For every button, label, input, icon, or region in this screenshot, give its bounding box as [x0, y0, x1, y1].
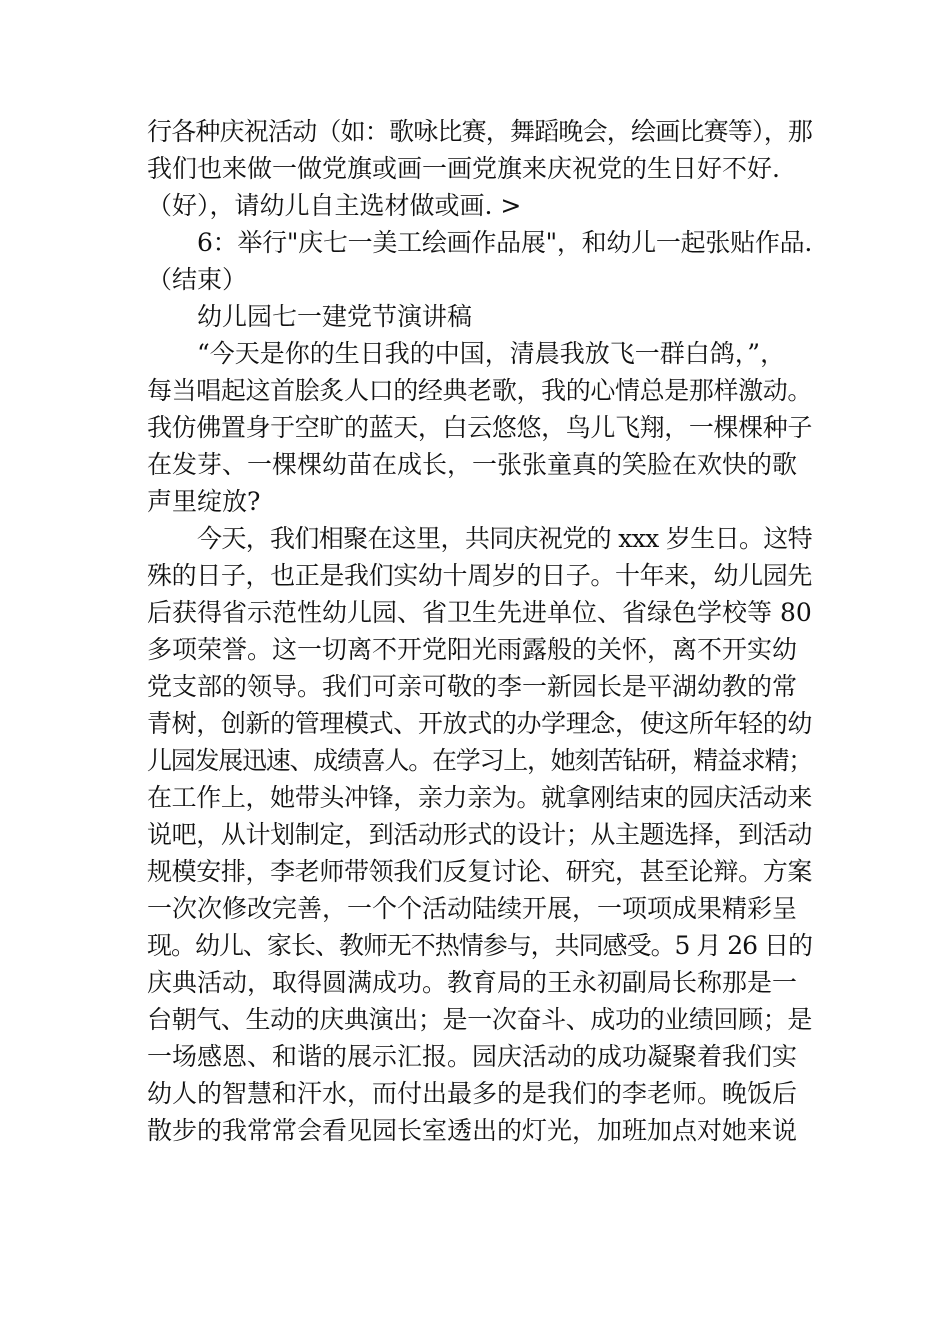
text-line: 散步的我常常会看见园长室透出的灯光，加班加点对她来说: [147, 1116, 798, 1145]
text-line: （结束）: [147, 265, 248, 294]
text-line: 后获得省示范性幼儿园、省卫生先进单位、省绿色学校等 80: [147, 598, 812, 627]
text-line: 6：举行"庆七一美工绘画作品展"，和幼儿一起张贴作品.: [197, 228, 812, 257]
text-line: 一次次修改完善，一个个活动陆续开展，一项项成果精彩呈: [147, 894, 798, 923]
text-line: 我们也来做一做党旗或画一画党旗来庆祝党的生日好不好.: [147, 154, 780, 183]
text-line: 一场感恩、和谐的展示汇报。园庆活动的成功凝聚着我们实: [147, 1042, 798, 1071]
text-line: 殊的日子，也正是我们实幼十周岁的日子。十年来，幼儿园先: [147, 561, 812, 590]
text-line: 青树，创新的管理模式、开放式的办学理念，使这所年轻的幼: [147, 709, 812, 738]
text-line: “今天是你的生日我的中国，清晨我放飞一群白鸽，”，: [197, 339, 786, 368]
text-line: 幼人的智慧和汗水，而付出最多的是我们的李老师。晚饭后: [147, 1079, 798, 1108]
text-line: 台朝气、生动的庆典演出；是一次奋斗、成功的业绩回顾；是: [147, 1005, 812, 1034]
text-line: 多项荣誉。这一切离不开党阳光雨露般的关怀，离不开实幼: [147, 635, 798, 664]
text-line: 我仿佛置身于空旷的蓝天，白云悠悠，鸟儿飞翔，一棵棵种子: [147, 413, 812, 442]
text-line: 庆典活动，取得圆满成功。教育局的王永初副局长称那是一: [147, 968, 798, 997]
text-line: 儿园发展迅速、成绩喜人。在学习上，她刻苦钻研，精益求精；: [147, 746, 812, 775]
text-line: 规模安排，李老师带领我们反复讨论、研究，甚至论辩。方案: [147, 857, 812, 886]
text-line: 现。幼儿、家长、教师无不热情参与，共同感受。5 月 26 日的: [147, 931, 812, 960]
text-line: 行各种庆祝活动（如：歌咏比赛，舞蹈晚会，绘画比赛等），那: [147, 117, 812, 146]
text-line: （好），请幼儿自主选材做或画. >: [147, 191, 522, 220]
text-line: 每当唱起这首脍炙人口的经典老歌，我的心情总是那样激动。: [147, 376, 812, 405]
text-line: 今天，我们相聚在这里，共同庆祝党的 xxx 岁生日。这特: [197, 524, 812, 553]
text-line: 幼儿园七一建党节演讲稿: [197, 302, 473, 331]
document-body: [147, 113, 812, 1149]
text-line: 党支部的领导。我们可亲可敬的李一新园长是平湖幼教的常: [147, 672, 798, 701]
text-line: 说吧，从计划制定，到活动形式的设计；从主题选择，到活动: [147, 820, 812, 849]
text-line: 在发芽、一棵棵幼苗在成长，一张张童真的笑脸在欢快的歌: [147, 450, 798, 479]
text-line: 在工作上，她带头冲锋，亲力亲为。就拿刚结束的园庆活动来: [147, 783, 812, 812]
text-line: 声里绽放?: [147, 487, 261, 516]
